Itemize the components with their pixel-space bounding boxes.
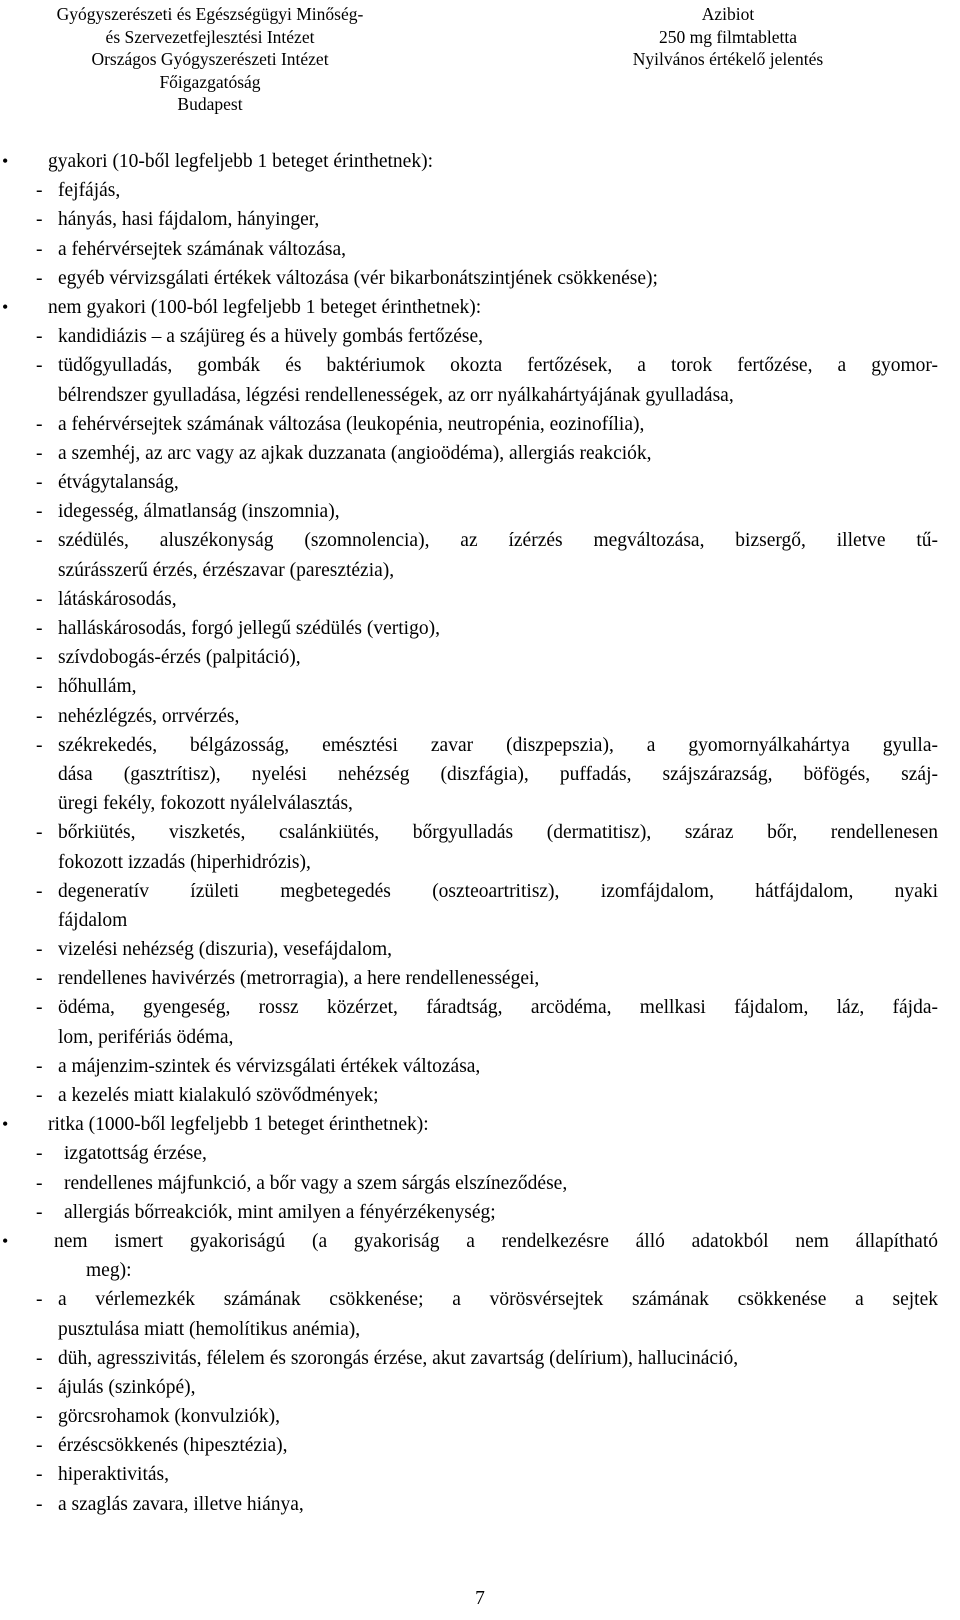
list-item bbox=[0, 235, 960, 264]
line-text: meg): bbox=[86, 1260, 132, 1282]
line-text: fokozott izzadás (hiperhidrózis), bbox=[58, 851, 311, 873]
line-text: székrekedés, bélgázosság, emésztési zavar (diszpepszia), a gyomornyálkahártya gyulla- bbox=[58, 734, 938, 756]
list-item bbox=[0, 585, 960, 614]
line-text: degeneratív ízületi megbetegedés (oszteoartritisz), izomfájdalom, hátfájdalom, nyaki bbox=[58, 880, 938, 902]
list-item bbox=[0, 614, 960, 643]
line-text: nehézlégzés, orrvérzés, bbox=[58, 705, 240, 727]
list-item bbox=[0, 672, 960, 701]
list-item bbox=[0, 410, 960, 439]
line-text: a szemhéj, az arc vagy az ajkak duzzanata (angioödéma), allergiás reakciók, bbox=[58, 442, 652, 464]
line-text: egyéb vérvizsgálati értékek változása (vér bikarbonátszintjének csökkenése); bbox=[58, 267, 658, 289]
line-text: görcsrohamok (konvulziók), bbox=[58, 1406, 281, 1428]
list-item bbox=[0, 1256, 960, 1285]
line-text: a fehérvérsejtek számának változása (leukopénia, neutropénia, eozinofília), bbox=[58, 413, 645, 435]
header-product bbox=[578, 3, 878, 71]
line-text: bőrkiütés, viszketés, csalánkiütés, bőrgyulladás (dermatitisz), száraz bőr, rendellenesen bbox=[58, 822, 938, 844]
dash-marker: - bbox=[36, 413, 43, 435]
dash-marker: - bbox=[36, 705, 43, 727]
list-item bbox=[0, 993, 960, 1022]
list-item bbox=[0, 1431, 960, 1460]
dash-marker: - bbox=[36, 1347, 43, 1369]
line-text: nem gyakori (100-ból legfeljebb 1 beteget érinthetnek): bbox=[48, 296, 482, 318]
line-text: a fehérvérsejtek számának változása, bbox=[58, 238, 347, 260]
dash-marker: - bbox=[36, 326, 43, 348]
list-item bbox=[0, 497, 960, 526]
line-text: rendellenes májfunkció, a bőr vagy a szem sárgás elszíneződése, bbox=[64, 1172, 568, 1194]
line-text: pusztulása miatt (hemolítikus anémia), bbox=[58, 1318, 361, 1340]
dash-marker: - bbox=[36, 180, 43, 202]
line-text: fejfájás, bbox=[58, 180, 121, 202]
dash-marker: - bbox=[36, 501, 43, 523]
dash-marker: - bbox=[36, 1201, 43, 1223]
frequency-heading bbox=[0, 293, 960, 322]
list-item bbox=[0, 1198, 960, 1227]
dash-marker: - bbox=[36, 1464, 43, 1486]
list-item bbox=[0, 1285, 960, 1314]
dash-marker: - bbox=[36, 1085, 43, 1106]
list-item bbox=[0, 935, 960, 964]
line-text: üregi fekély, fokozott nyálelválasztás, bbox=[58, 793, 353, 815]
list-item bbox=[0, 818, 960, 847]
line-text: látáskárosodás, bbox=[58, 588, 177, 610]
dash-marker: - bbox=[36, 880, 43, 902]
dash-marker: - bbox=[36, 1406, 43, 1428]
line-text: szívdobogás-érzés (palpitáció), bbox=[58, 647, 301, 669]
line-text: halláskárosodás, forgó jellegű szédülés (vertigo), bbox=[58, 618, 440, 639]
list-item bbox=[0, 643, 960, 672]
list-item bbox=[0, 1402, 960, 1431]
list-item bbox=[0, 526, 960, 555]
line-text: a vérlemezkék számának csökkenése; a vörösvérsejtek számának csökkenése a sejtek bbox=[58, 1289, 938, 1311]
header-left-line: Főigazgatóság bbox=[159, 71, 261, 92]
list-item bbox=[0, 964, 960, 993]
bullet-icon: • bbox=[2, 1230, 9, 1251]
list-item bbox=[0, 906, 960, 935]
list-item bbox=[0, 381, 960, 410]
list-item bbox=[0, 760, 960, 789]
list-item bbox=[0, 1315, 960, 1344]
list-item bbox=[0, 731, 960, 760]
header-left-line: Budapest bbox=[177, 94, 243, 114]
list-item bbox=[0, 264, 960, 293]
dash-marker: - bbox=[36, 647, 43, 669]
line-text: ájulás (szinkópé), bbox=[58, 1376, 196, 1398]
list-item bbox=[0, 848, 960, 877]
line-text: fájdalom bbox=[58, 909, 128, 931]
dash-marker: - bbox=[36, 968, 43, 990]
dash-marker: - bbox=[36, 1435, 43, 1457]
frequency-heading bbox=[0, 147, 960, 176]
header-institution bbox=[0, 3, 420, 116]
dash-marker: - bbox=[36, 209, 43, 231]
list-item bbox=[0, 1169, 960, 1198]
list-item bbox=[0, 702, 960, 731]
line-text: lom, perifériás ödéma, bbox=[58, 1026, 234, 1048]
dash-marker: - bbox=[36, 588, 43, 610]
list-item bbox=[0, 1023, 960, 1052]
dash-marker: - bbox=[36, 1143, 43, 1165]
line-text: düh, agresszivitás, félelem és szorongás érzése, akut zavartság (delírium), hallucináció, bbox=[58, 1347, 739, 1369]
bullet-icon: • bbox=[2, 296, 9, 317]
header-right-line: Nyilvános értékelő jelentés bbox=[632, 49, 824, 69]
frequency-heading bbox=[0, 1227, 960, 1256]
dash-marker: - bbox=[36, 822, 43, 844]
dash-marker: - bbox=[36, 355, 43, 377]
list-item bbox=[0, 877, 960, 906]
dash-marker: - bbox=[36, 1493, 43, 1515]
list-item bbox=[0, 351, 960, 380]
dash-marker: - bbox=[36, 238, 43, 260]
dash-marker: - bbox=[36, 1289, 43, 1311]
list-item bbox=[0, 1344, 960, 1373]
dash-marker: - bbox=[36, 530, 43, 552]
dash-marker: - bbox=[36, 997, 43, 1019]
list-item bbox=[0, 205, 960, 234]
list-item bbox=[0, 1460, 960, 1489]
line-text: étvágytalanság, bbox=[58, 472, 179, 494]
dash-marker: - bbox=[36, 734, 43, 756]
line-text: hiperaktivitás, bbox=[58, 1464, 170, 1486]
dash-marker: - bbox=[36, 676, 43, 698]
frequency-heading bbox=[0, 1110, 960, 1139]
list-item bbox=[0, 468, 960, 497]
line-text: tüdőgyulladás, gombák és baktériumok okozta fertőzések, a torok fertőzése, a gyomor- bbox=[58, 355, 938, 377]
line-text: nem ismert gyakoriságú (a gyakoriság a rendelkezésre álló adatokból nem állapítható bbox=[54, 1230, 938, 1252]
dash-marker: - bbox=[36, 442, 43, 464]
line-text: hőhullám, bbox=[58, 676, 137, 698]
page-header bbox=[0, 3, 960, 118]
dash-marker: - bbox=[36, 1055, 43, 1077]
dash-marker: - bbox=[36, 618, 43, 639]
list-item bbox=[0, 556, 960, 585]
dash-marker: - bbox=[36, 1376, 43, 1398]
header-left-line: Országos Gyógyszerészeti Intézet bbox=[91, 49, 329, 69]
list-item bbox=[0, 1373, 960, 1402]
dash-marker: - bbox=[36, 472, 43, 494]
line-text: ritka (1000-ből legfeljebb 1 beteget érinthetnek): bbox=[48, 1114, 429, 1136]
list-item bbox=[0, 1139, 960, 1168]
line-text: gyakori (10-ből legfeljebb 1 beteget érinthetnek): bbox=[48, 151, 433, 172]
page-number: 7 bbox=[475, 1588, 485, 1609]
line-text: rendellenes havivérzés (metrorragia), a here rendellenességei, bbox=[58, 968, 540, 990]
dash-marker: - bbox=[36, 1172, 43, 1194]
line-text: a szaglás zavara, illetve hiánya, bbox=[58, 1493, 304, 1515]
dash-marker: - bbox=[36, 267, 43, 289]
header-right-line: Azibiot bbox=[701, 4, 755, 24]
header-right-line: 250 mg filmtabletta bbox=[658, 26, 798, 47]
line-text: izgatottság érzése, bbox=[64, 1143, 207, 1165]
line-text: kandidiázis – a szájüreg és a hüvely gombás fertőzése, bbox=[58, 326, 484, 348]
header-left-line: Gyógyszerészeti és Egészségügyi Minőség- bbox=[56, 4, 364, 24]
line-text: dása (gasztrítisz), nyelési nehézség (diszfágia), puffadás, szájszárazság, böfögés, száj- bbox=[58, 763, 938, 785]
line-text: a kezelés miatt kialakuló szövődmények; bbox=[58, 1085, 379, 1106]
line-text: szúrásszerű érzés, érzészavar (paresztézia), bbox=[58, 559, 395, 581]
line-text: idegesség, álmatlanság (inszomnia), bbox=[58, 501, 340, 523]
line-text: érzéscsökkenés (hipesztézia), bbox=[58, 1435, 288, 1457]
list-item bbox=[0, 1052, 960, 1081]
header-left-line: és Szervezetfejlesztési Intézet bbox=[105, 26, 315, 47]
line-text: bélrendszer gyulladása, légzési rendellenességek, az orr nyálkahártyájának gyulladása, bbox=[58, 384, 734, 406]
list-item bbox=[0, 1081, 960, 1110]
line-text: a májenzim-szintek és vérvizsgálati értékek változása, bbox=[58, 1055, 481, 1077]
list-item bbox=[0, 1490, 960, 1519]
line-text: allergiás bőrreakciók, mint amilyen a fényérzékenység; bbox=[64, 1201, 496, 1223]
bullet-icon: • bbox=[2, 1114, 9, 1135]
list-item bbox=[0, 439, 960, 468]
side-effects-list bbox=[0, 147, 960, 1519]
list-item bbox=[0, 322, 960, 351]
list-item bbox=[0, 176, 960, 205]
dash-marker: - bbox=[36, 939, 43, 961]
line-text: vizelési nehézség (diszuria), vesefájdalom, bbox=[58, 939, 393, 961]
line-text: hányás, hasi fájdalom, hányinger, bbox=[58, 209, 320, 231]
line-text: ödéma, gyengeség, rossz közérzet, fáradtság, arcödéma, mellkasi fájdalom, láz, fájda- bbox=[58, 997, 938, 1019]
list-item bbox=[0, 789, 960, 818]
bullet-icon: • bbox=[2, 151, 9, 171]
line-text: szédülés, aluszékonyság (szomnolencia), az ízérzés megváltozása, bizsergő, illetve tű- bbox=[58, 530, 938, 552]
